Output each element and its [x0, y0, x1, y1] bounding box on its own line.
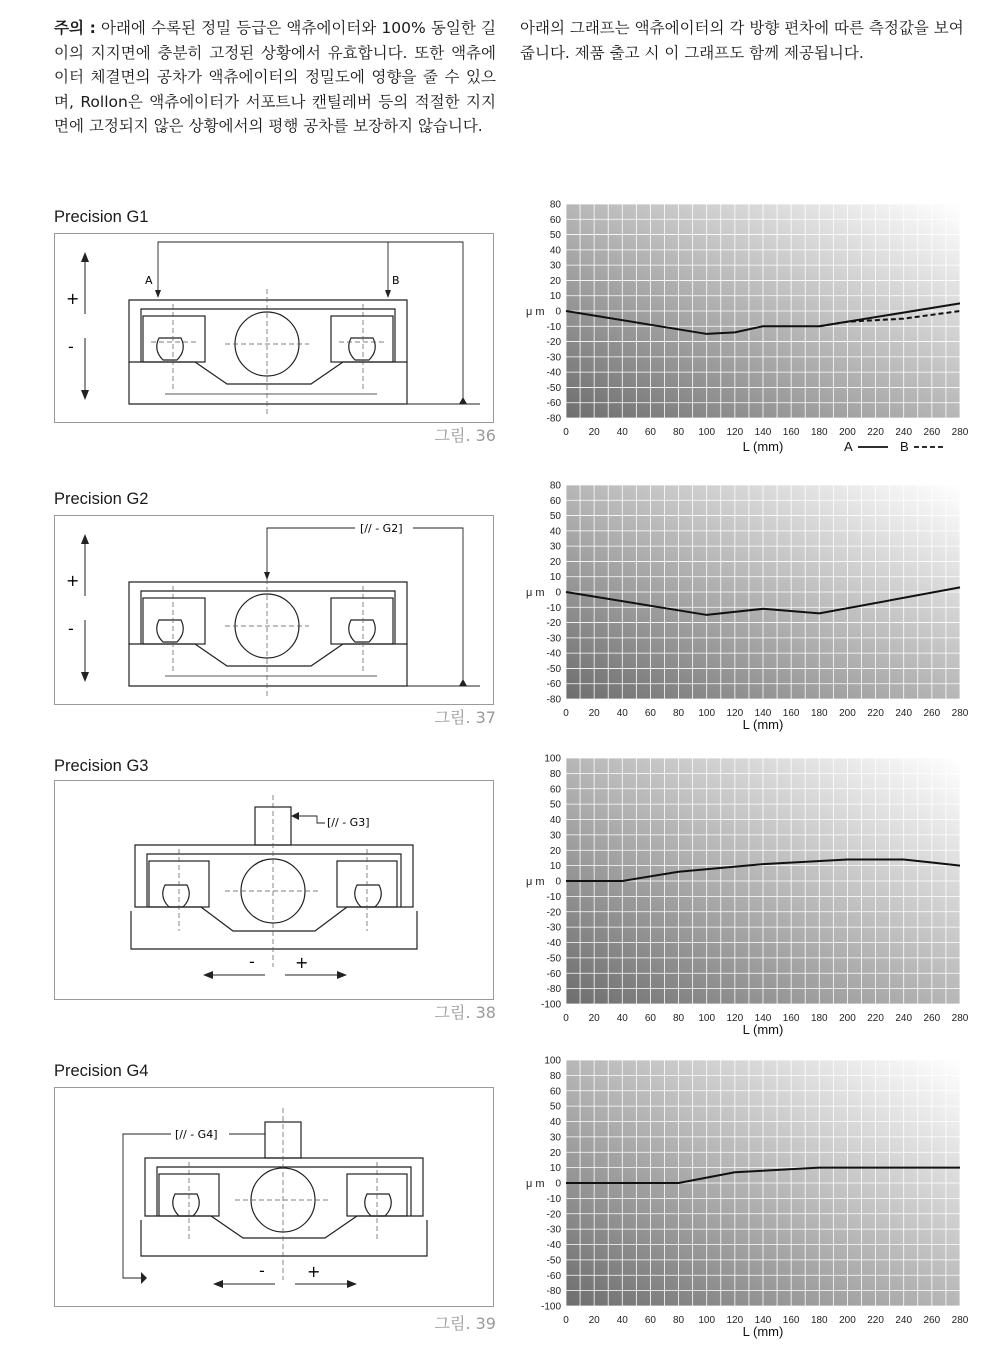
x-tick-label: 40 [616, 1315, 628, 1326]
y-tick-label: -20 [546, 1209, 561, 1221]
y-tick-label: -50 [546, 663, 561, 675]
tolerance-label-g4: [// - G4] [175, 1128, 218, 1141]
y-tick-label: -80 [546, 984, 561, 996]
x-axis-label: L (mm) [742, 1022, 784, 1037]
x-tick-label: 20 [588, 1013, 600, 1024]
x-tick-label: 240 [895, 1315, 913, 1326]
actuator-drawing-g3 [55, 781, 495, 1001]
figure-caption-g4: 그림. 39 [434, 1314, 496, 1333]
x-tick-label: 200 [839, 1013, 856, 1024]
x-tick-label: 180 [810, 1013, 828, 1024]
y-tick-label: -30 [546, 352, 561, 364]
x-tick-label: 140 [754, 427, 772, 438]
y-tick-label: 50 [549, 230, 561, 242]
x-tick-label: 180 [810, 708, 828, 719]
figure-g4 [54, 1087, 494, 1307]
section-title-g1: Precision G1 [54, 208, 149, 226]
y-tick-label: -40 [546, 367, 561, 379]
x-tick-label: 40 [616, 708, 628, 719]
x-tick-label: 20 [588, 1315, 600, 1326]
y-tick-label: -50 [546, 382, 561, 394]
x-tick-label: 100 [698, 1315, 716, 1326]
chart-g4 [518, 1052, 980, 1348]
graph-description: 아래의 그래프는 액츄에이터의 각 방향 편차에 따른 측정값을 보여줍니다. 제품 출고 시 이 그래프도 함께 제공됩니다. [520, 19, 964, 62]
x-tick-label: 80 [673, 1013, 685, 1024]
y-tick-label: 60 [549, 495, 561, 507]
x-tick-label: 280 [951, 1013, 969, 1024]
y-axis-label: μ m [526, 876, 545, 888]
y-tick-label: -20 [546, 907, 561, 919]
x-tick-label: 200 [839, 427, 856, 438]
y-axis-label: μ m [526, 587, 545, 599]
y-tick-label: 80 [549, 199, 561, 211]
x-tick-label: 20 [588, 427, 600, 438]
y-tick-label: 50 [549, 1101, 561, 1113]
y-tick-label: 0 [555, 306, 561, 318]
section-title-g2: Precision G2 [54, 490, 149, 508]
x-tick-label: 220 [867, 1315, 884, 1326]
x-axis-label: L (mm) [742, 439, 784, 454]
y-tick-label: -100 [540, 1301, 561, 1313]
y-tick-label: 10 [549, 291, 561, 303]
x-tick-label: 160 [782, 1013, 800, 1024]
x-tick-label: 260 [923, 1013, 941, 1024]
x-tick-label: 0 [563, 1315, 569, 1326]
y-tick-label: -50 [546, 953, 561, 965]
y-tick-label: 30 [549, 1132, 561, 1144]
y-tick-label: -30 [546, 633, 561, 645]
y-tick-label: 30 [549, 830, 561, 842]
y-tick-label: 80 [549, 1070, 561, 1082]
y-tick-label: 20 [549, 556, 561, 568]
x-tick-label: 240 [895, 1013, 913, 1024]
note-text: 아래에 수록된 정밀 등급은 액츄에이터와 100% 동일한 길이의 지지면에 충분히 고정된 상황에서 유효합니다. 또한 액츄에이터 체결면의 공차가 액츄에이터의 정밀도에 영향을 줄 수 있으며, Rollon은 액츄에이터가 서포트나 캔틸레버 등의 적절한 지지면에 고정되지 않은 상황에서의 평행 공차를 보장하지 않습니다. [54, 19, 496, 135]
minus-sign: - [68, 337, 74, 356]
y-tick-label: -10 [546, 602, 561, 614]
y-tick-label: 80 [549, 480, 561, 492]
x-tick-label: 20 [588, 708, 600, 719]
chart-g3 [518, 750, 980, 1046]
y-tick-label: -80 [546, 694, 561, 706]
section-title-g3: Precision G3 [54, 757, 149, 775]
x-tick-label: 40 [616, 427, 628, 438]
chart-g2-svg [518, 477, 980, 739]
x-tick-label: 140 [754, 708, 772, 719]
y-tick-label: -10 [546, 891, 561, 903]
actuator-drawing-g2 [55, 516, 495, 706]
x-tick-label: 200 [839, 1315, 856, 1326]
x-tick-label: 220 [867, 708, 884, 719]
x-axis-label: L (mm) [742, 1324, 784, 1339]
y-tick-label: 60 [549, 1086, 561, 1098]
y-tick-label: 10 [549, 1163, 561, 1175]
x-tick-label: 80 [673, 427, 685, 438]
chart-g2 [518, 477, 980, 743]
chart-g1-svg [518, 196, 980, 466]
y-tick-label: 20 [549, 275, 561, 287]
minus-sign: - [68, 619, 74, 638]
x-tick-label: 240 [895, 708, 913, 719]
figure-caption-g2: 그림. 37 [434, 708, 496, 727]
figure-caption-g3: 그림. 38 [434, 1003, 496, 1022]
x-tick-label: 60 [644, 1315, 656, 1326]
chart-g4-svg [518, 1052, 980, 1344]
y-tick-label: -20 [546, 337, 561, 349]
minus-sign: - [259, 1261, 265, 1280]
plus-sign: + [66, 571, 80, 590]
y-tick-label: 10 [549, 572, 561, 584]
x-tick-label: 240 [895, 427, 913, 438]
plus-sign: + [295, 953, 309, 972]
x-tick-label: 140 [754, 1013, 772, 1024]
x-tick-label: 140 [754, 1315, 772, 1326]
y-tick-label: 40 [549, 1117, 561, 1128]
x-tick-label: 260 [923, 708, 941, 719]
y-tick-label: 30 [549, 260, 561, 272]
y-tick-label: 40 [549, 526, 561, 538]
x-tick-label: 220 [867, 427, 884, 438]
actuator-drawing-g1 [55, 234, 495, 424]
y-tick-label: -30 [546, 1224, 561, 1236]
x-tick-label: 60 [644, 1013, 656, 1024]
y-tick-label: -60 [546, 679, 561, 691]
note-label: 주의 : [54, 19, 96, 37]
precision-note [54, 16, 496, 139]
y-tick-label: -80 [546, 1286, 561, 1298]
y-tick-label: -40 [546, 648, 561, 660]
section-title-g4: Precision G4 [54, 1062, 149, 1080]
y-tick-label: 60 [549, 214, 561, 226]
y-tick-label: -20 [546, 618, 561, 630]
label-b: B [392, 274, 400, 287]
y-tick-label: 50 [549, 511, 561, 523]
x-tick-label: 120 [726, 1013, 744, 1024]
figure-g1 [54, 233, 494, 423]
y-tick-label: -60 [546, 968, 561, 980]
y-tick-label: -40 [546, 1240, 561, 1251]
x-tick-label: 280 [951, 708, 969, 719]
y-tick-label: 40 [549, 815, 561, 826]
minus-sign: - [249, 952, 255, 971]
x-tick-label: 260 [923, 1315, 941, 1326]
y-tick-label: -30 [546, 922, 561, 934]
y-tick-label: 30 [549, 541, 561, 553]
y-tick-label: 100 [544, 753, 561, 765]
y-tick-label: -100 [540, 999, 561, 1011]
y-tick-label: 50 [549, 799, 561, 811]
x-tick-label: 120 [726, 708, 744, 719]
y-tick-label: -10 [546, 1193, 561, 1205]
y-tick-label: 10 [549, 861, 561, 873]
x-tick-label: 120 [726, 427, 744, 438]
x-tick-label: 60 [644, 708, 656, 719]
y-tick-label: 80 [549, 768, 561, 780]
x-tick-label: 100 [698, 427, 716, 438]
y-tick-label: -60 [546, 1270, 561, 1282]
x-tick-label: 100 [698, 1013, 716, 1024]
y-tick-label: 0 [555, 587, 561, 599]
y-tick-label: -40 [546, 938, 561, 949]
x-tick-label: 280 [951, 427, 969, 438]
x-tick-label: 180 [810, 427, 828, 438]
x-tick-label: 0 [563, 708, 569, 719]
y-tick-label: -50 [546, 1255, 561, 1267]
x-tick-label: 0 [563, 1013, 569, 1024]
x-tick-label: 200 [839, 708, 856, 719]
y-axis-label: μ m [526, 1178, 545, 1190]
y-tick-label: 20 [549, 845, 561, 857]
y-tick-label: 20 [549, 1147, 561, 1159]
y-tick-label: 60 [549, 784, 561, 796]
y-tick-label: -60 [546, 398, 561, 410]
x-tick-label: 160 [782, 1315, 800, 1326]
x-tick-label: 0 [563, 427, 569, 438]
x-tick-label: 80 [673, 1315, 685, 1326]
tolerance-label-g2: [// - G2] [360, 522, 403, 535]
x-tick-label: 80 [673, 708, 685, 719]
y-tick-label: 100 [544, 1055, 561, 1067]
tolerance-label-g3: [// - G3] [327, 816, 370, 829]
y-axis-label: μ m [526, 306, 545, 318]
x-tick-label: 160 [782, 708, 800, 719]
label-a: A [145, 274, 153, 287]
y-tick-label: 40 [549, 245, 561, 257]
legend-label: A [844, 439, 853, 454]
y-tick-label: 0 [555, 876, 561, 888]
chart-g1 [518, 196, 980, 470]
y-tick-label: -10 [546, 321, 561, 333]
x-tick-label: 180 [810, 1315, 828, 1326]
figure-g2 [54, 515, 494, 705]
x-tick-label: 260 [923, 427, 941, 438]
actuator-drawing-g4 [55, 1088, 495, 1308]
legend-label: B [900, 439, 909, 454]
x-axis-label: L (mm) [742, 717, 784, 732]
figure-g3 [54, 780, 494, 1000]
plus-sign: + [307, 1262, 321, 1281]
x-tick-label: 220 [867, 1013, 884, 1024]
y-tick-label: -80 [546, 413, 561, 425]
chart-g3-svg [518, 750, 980, 1042]
x-tick-label: 100 [698, 708, 716, 719]
x-tick-label: 280 [951, 1315, 969, 1326]
x-tick-label: 40 [616, 1013, 628, 1024]
x-tick-label: 120 [726, 1315, 744, 1326]
y-tick-label: 0 [555, 1178, 561, 1190]
figure-caption-g1: 그림. 36 [434, 426, 496, 445]
plus-sign: + [66, 289, 80, 308]
x-tick-label: 160 [782, 427, 800, 438]
x-tick-label: 60 [644, 427, 656, 438]
